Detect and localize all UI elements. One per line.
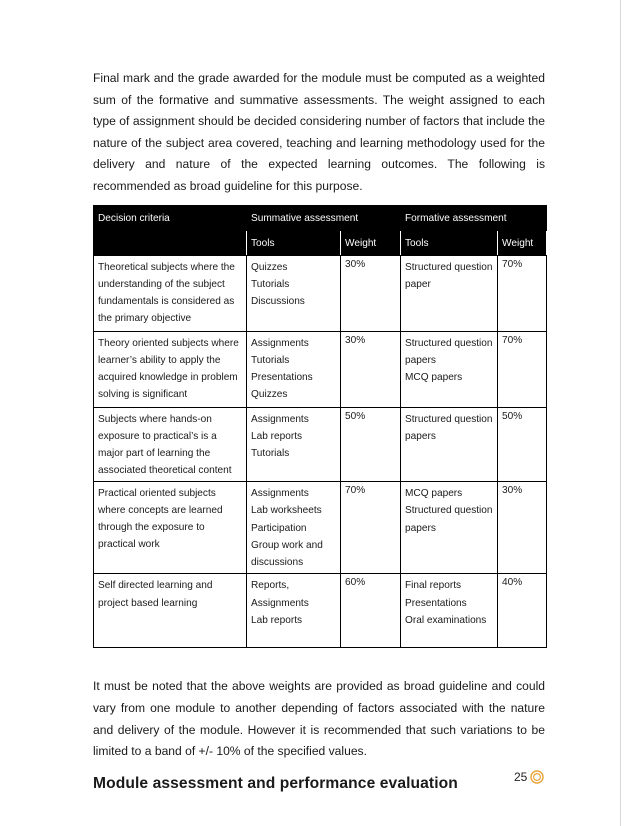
- formative-weight-cell: 50%: [498, 407, 547, 481]
- tool-item: Quizzes: [251, 389, 288, 401]
- tool-item: Tutorials: [251, 278, 290, 290]
- summative-tools-cell: [247, 574, 341, 648]
- tool-item: Assignments: [251, 597, 309, 609]
- tool-item: Participation: [251, 522, 307, 534]
- summative-tools-cell: [247, 331, 341, 407]
- decision-criteria-cell: Theoretical subjects where the understanding of the subject fundamentals is considered as the primary objective: [94, 255, 247, 331]
- header-formative-weight: Weight: [498, 230, 547, 255]
- tool-item: Lab worksheets: [251, 505, 322, 517]
- formative-weight-cell: 40%: [498, 574, 547, 648]
- header-summative-tools: Tools: [247, 230, 341, 255]
- summative-weight-cell: 50%: [341, 407, 401, 481]
- header-blank: [94, 230, 247, 255]
- formative-tools-cell: [401, 574, 498, 648]
- summative-weight-cell: 30%: [341, 331, 401, 407]
- tool-item: Assignments: [251, 337, 309, 349]
- tool-item: Lab reports: [251, 430, 303, 442]
- tool-item: Structured question paper: [405, 261, 493, 290]
- page-content: [93, 68, 545, 793]
- tool-item: Presentations: [405, 597, 467, 609]
- tool-item: Structured question papers: [405, 337, 493, 366]
- decision-criteria-cell: Subjects where hands-on exposure to practical’s is a major part of learning the associated theoretical content: [94, 407, 247, 481]
- header-decision-criteria: Decision criteria: [94, 205, 247, 230]
- tool-item: Final reports: [405, 580, 462, 592]
- tool-item: Presentations: [251, 372, 313, 384]
- header-summative: Summative assessment: [247, 205, 401, 230]
- formative-tools-cell: [401, 331, 498, 407]
- header-summative-weight: Weight: [341, 230, 401, 255]
- section-heading: Module assessment and performance evaluation: [93, 774, 458, 792]
- table-row: [94, 481, 547, 573]
- tool-item: Tutorials: [251, 354, 290, 366]
- tool-item: Group work and discussions: [251, 539, 323, 569]
- tool-item: Lab reports: [251, 615, 303, 627]
- decision-criteria-cell: Practical oriented subjects where concepts are learned through the exposure to practical work: [94, 481, 247, 573]
- page-number: 25: [514, 770, 528, 784]
- summative-weight-cell: 70%: [341, 481, 401, 573]
- tool-item: Assignments: [251, 413, 309, 425]
- tool-item: Discussions: [251, 296, 305, 308]
- tool-item: Reports,: [251, 580, 290, 592]
- formative-tools-cell: [401, 481, 498, 573]
- tool-item: Structured question papers: [405, 413, 493, 442]
- header-formative: Formative assessment: [401, 205, 547, 230]
- tool-item: Quizzes: [251, 261, 288, 273]
- summative-tools-cell: [247, 255, 341, 331]
- formative-tools-cell: [401, 407, 498, 481]
- tool-item: Assignments: [251, 487, 309, 499]
- note-paragraph: It must be noted that the above weights are provided as broad guideline and could vary from one module to another depending of factors associated with the nature and delivery of the module. However it is recommended that such variations to be limited to a band of +/- 10% of the specified values.: [93, 679, 545, 759]
- tool-item: MCQ papers: [405, 372, 463, 384]
- formative-weight-cell: 70%: [498, 255, 547, 331]
- table-row: [94, 407, 547, 481]
- summative-weight-cell: 30%: [341, 255, 401, 331]
- tool-item: MCQ papers: [405, 487, 463, 499]
- circle-ornament-icon: [530, 770, 544, 784]
- summative-tools-cell: [247, 481, 341, 573]
- formative-tools-cell: [401, 255, 498, 331]
- summative-weight-cell: 60%: [341, 574, 401, 648]
- intro-paragraph: Final mark and the grade awarded for the module must be computed as a weighted sum of the formative and summative assessments. The weight assigned to each type of assignment should be decided considering number of factors that include the nature of the subject area covered, teaching and learning methodology used for the delivery and nature of the expected learning outcomes. The following is recommended as broad guideline for this purpose.: [93, 71, 545, 193]
- decision-criteria-cell: Theory oriented subjects where learner’s ability to apply the acquired knowledge in problem solving is significant: [94, 331, 247, 407]
- assessment-criteria-table: [93, 205, 547, 649]
- tool-item: Structured question papers: [405, 505, 493, 534]
- formative-weight-cell: 30%: [498, 481, 547, 573]
- header-formative-tools: Tools: [401, 230, 498, 255]
- table-row: [94, 255, 547, 331]
- formative-weight-cell: 70%: [498, 331, 547, 407]
- table-header-row: [94, 205, 547, 230]
- decision-criteria-cell: Self directed learning and project based learning: [94, 574, 247, 648]
- table-row: [94, 574, 547, 648]
- table-row: [94, 331, 547, 407]
- tool-item: Oral examinations: [405, 615, 487, 627]
- table-subheader-row: [94, 230, 547, 255]
- page-edge: [620, 0, 621, 826]
- summative-tools-cell: [247, 407, 341, 481]
- tool-item: Tutorials: [251, 448, 290, 460]
- page-footer: [514, 770, 544, 784]
